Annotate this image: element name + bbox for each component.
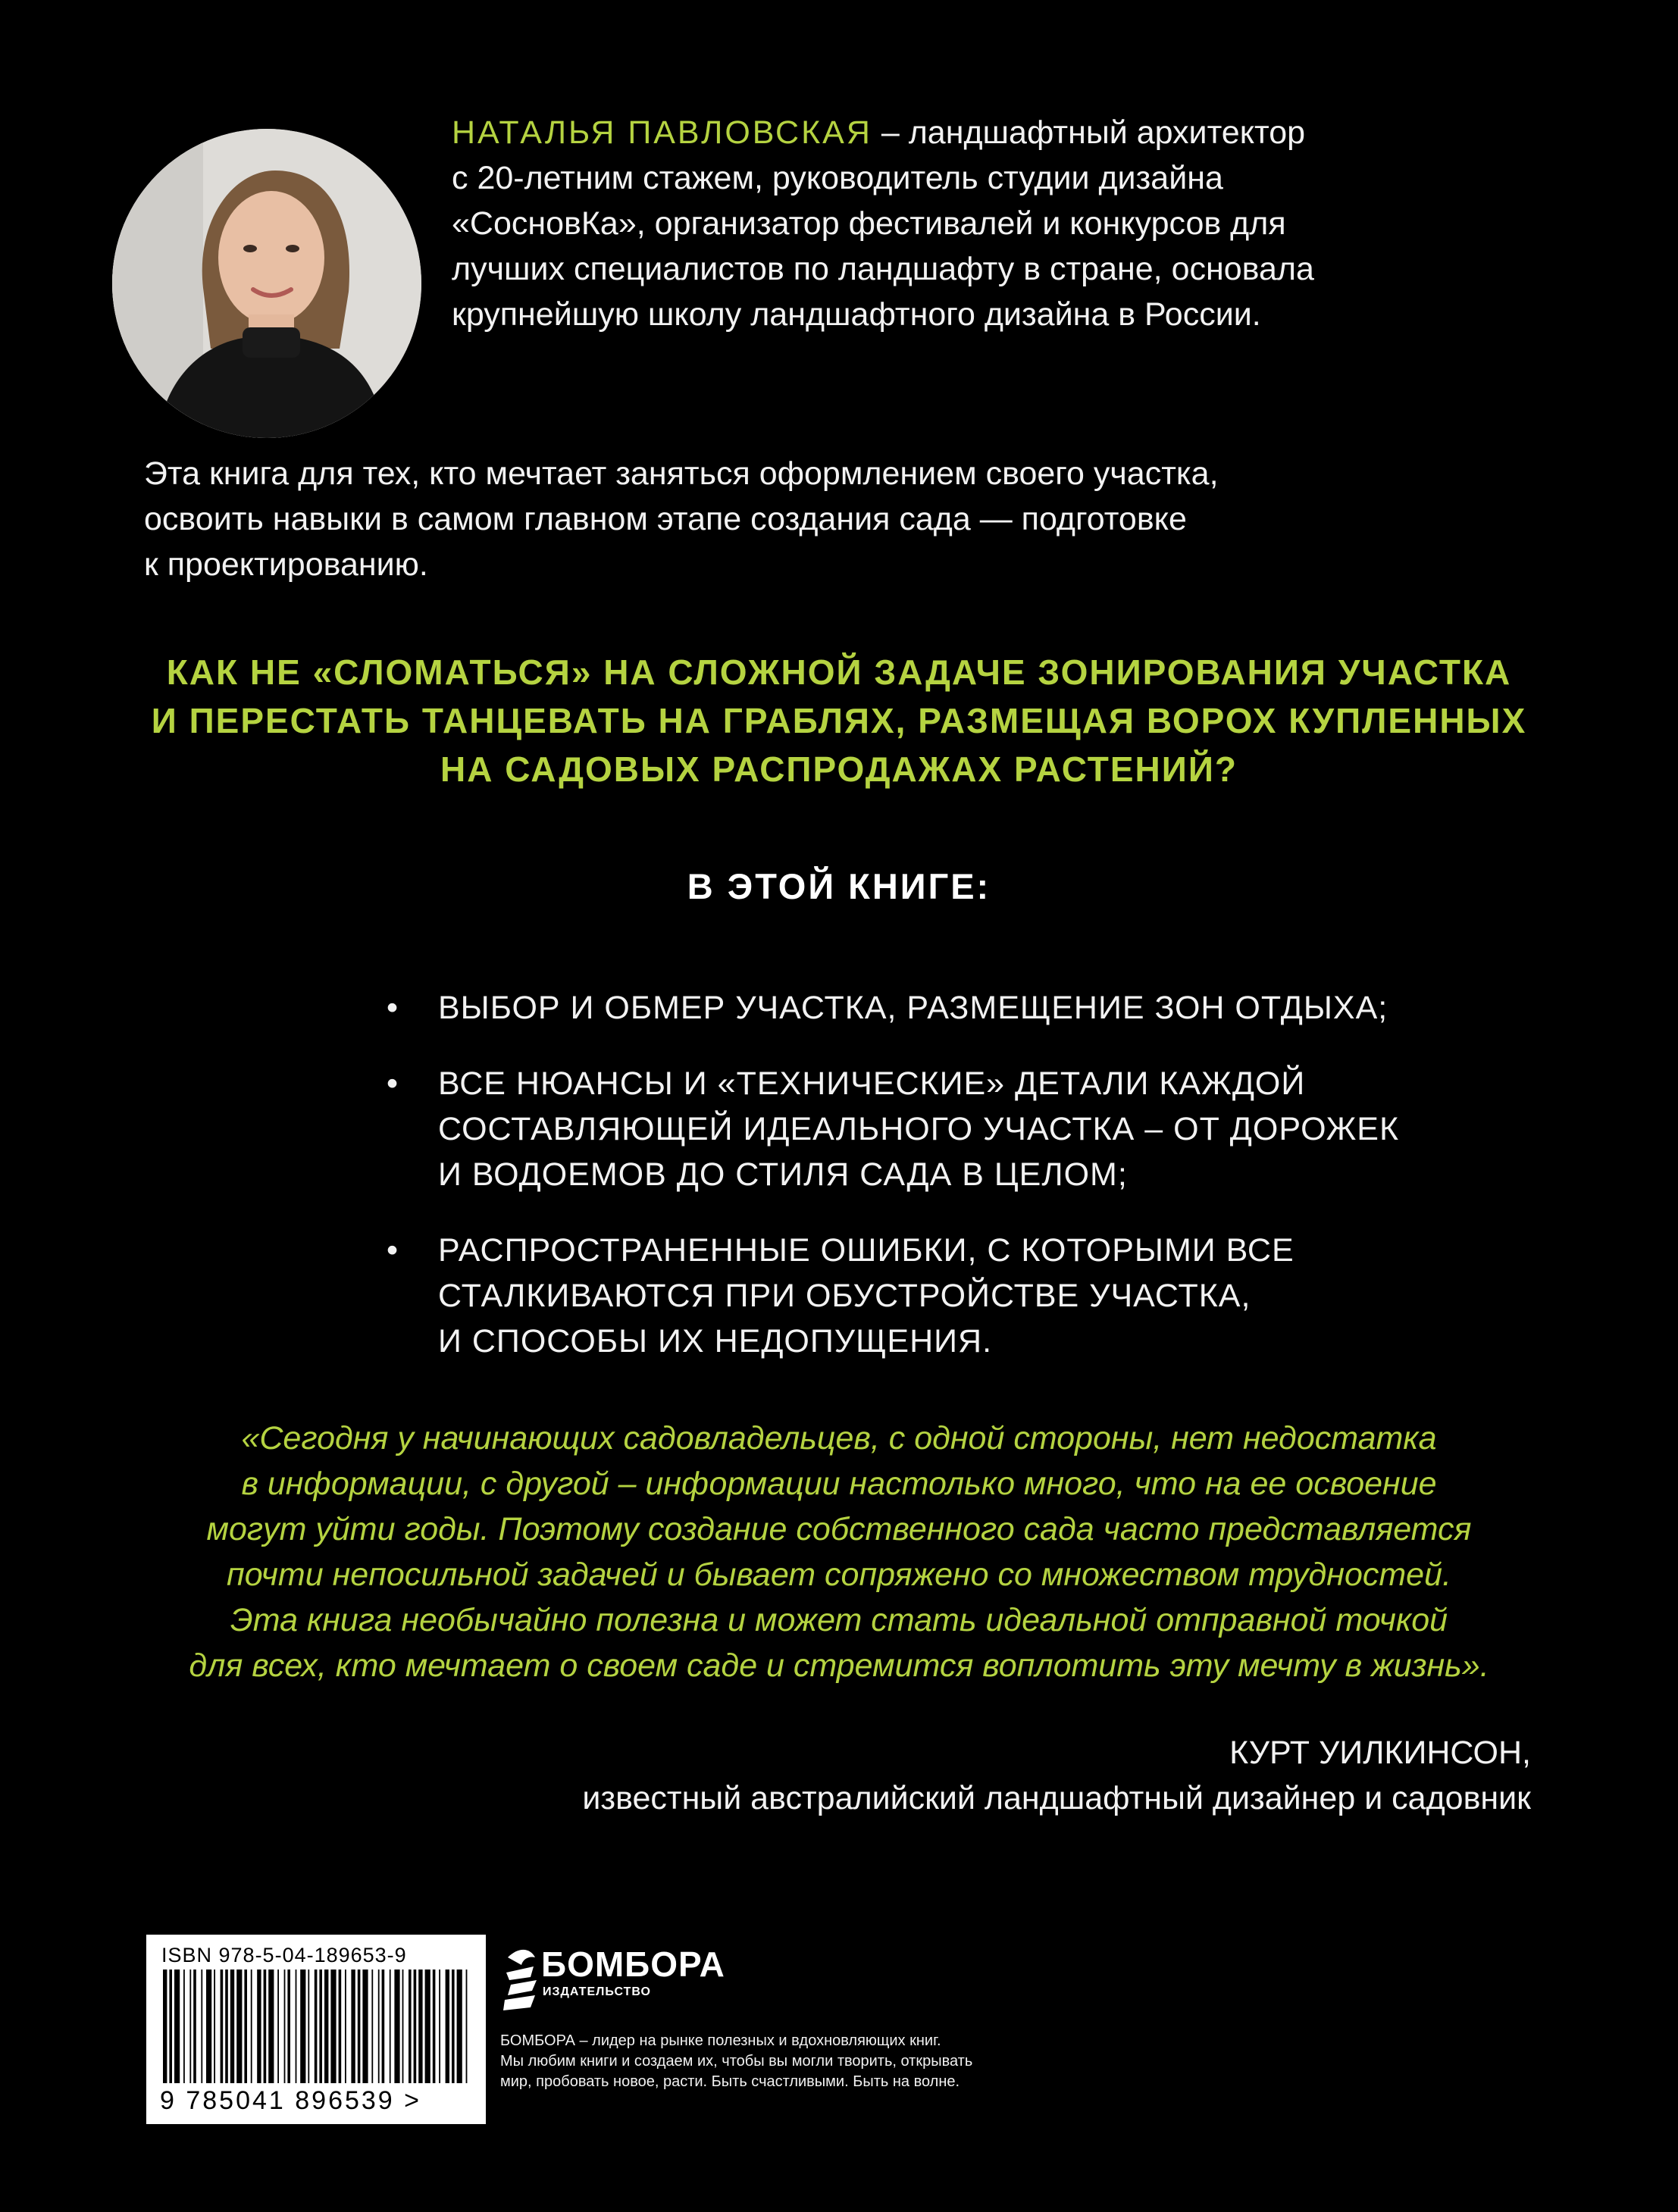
quote-line: почти непосильной задачей и бывает сопряжено со множеством трудностей. <box>227 1557 1451 1593</box>
author-bio <box>452 110 1573 337</box>
barcode-bars <box>160 1970 472 2083</box>
intro-line: освоить навыки в самом главном этапе создания сада — подготовке <box>144 501 1187 537</box>
barcode-bar <box>433 1970 436 2083</box>
publisher-name: БОМБОРА <box>541 1944 725 1984</box>
barcode-bar <box>244 1970 247 2083</box>
barcode-bar <box>439 1970 440 2083</box>
bullet-icon: • <box>386 1065 399 1102</box>
barcode-bar <box>371 1970 373 2083</box>
barcode-bar <box>319 1970 322 2083</box>
barcode-bar <box>225 1970 228 2083</box>
attribution-name: КУРТ УИЛКИНСОН, <box>1229 1735 1531 1771</box>
publisher-desc-line: мир, пробовать новое, расти. Быть счастливыми. Быть на волне. <box>500 2073 960 2090</box>
barcode-bar <box>390 1970 391 2083</box>
barcode-bar <box>466 1970 468 2083</box>
barcode-bar <box>169 1970 172 2083</box>
barcode-bar <box>402 1970 404 2083</box>
headline-line: НА САДОВЫХ РАСПРОДАЖАХ РАСТЕНИЙ? <box>440 749 1238 789</box>
quote-attribution <box>243 1730 1531 1821</box>
barcode-bar <box>418 1970 422 2083</box>
headline <box>76 648 1602 793</box>
barcode-bar <box>163 1970 167 2083</box>
feature-item <box>370 985 1598 1031</box>
barcode-bar <box>277 1970 279 2083</box>
barcode-bar <box>345 1970 346 2083</box>
barcode-bar <box>251 1970 252 2083</box>
intro-paragraph <box>144 451 1432 587</box>
barcode-bar <box>382 1970 385 2083</box>
author-bio-line: «СосновКа», организатор фестивалей и конкурсов для <box>452 205 1286 242</box>
quote-line: в информации, с другой – информации настолько много, что на ее освоение <box>241 1466 1437 1502</box>
headline-line: КАК НЕ «СЛОМАТЬСЯ» НА СЛОЖНОЙ ЗАДАЧЕ ЗОНИРОВАНИЯ УЧАСТКА <box>166 652 1512 692</box>
barcode-bar <box>264 1970 267 2083</box>
bullet-icon: • <box>386 990 399 1026</box>
barcode-bar <box>214 1970 215 2083</box>
bullet-icon: • <box>386 1232 399 1269</box>
feature-item <box>370 1228 1598 1364</box>
author-dash: – <box>872 114 909 151</box>
feature-line: СТАЛКИВАЮТСЯ ПРИ ОБУСТРОЙСТВЕ УЧАСТКА, <box>438 1278 1251 1314</box>
quote-line: для всех, кто мечтает о своем саде и стремится воплотить эту мечту в жизнь». <box>189 1647 1489 1684</box>
barcode <box>146 1935 486 2124</box>
barcode-bar <box>330 1970 336 2083</box>
barcode-bar <box>189 1970 191 2083</box>
author-bio-line: с 20-летним стажем, руководитель студии дизайна <box>452 160 1223 196</box>
feature-item <box>370 1061 1598 1197</box>
isbn-label: ISBN 978-5-04-189653-9 <box>161 1944 407 1966</box>
author-photo-illustration <box>112 129 421 438</box>
publisher-description <box>500 2031 1182 2092</box>
barcode-digits: 9 785041 896539 > <box>160 2086 422 2115</box>
barcode-bar <box>206 1970 211 2083</box>
feature-line: ВСЕ НЮАНСЫ И «ТЕХНИЧЕСКИЕ» ДЕТАЛИ КАЖДОЙ <box>438 1065 1306 1102</box>
barcode-bar <box>452 1970 455 2083</box>
author-bio-text: ландшафтный архитектор <box>908 114 1306 151</box>
attribution-role: известный австралийский ландшафтный дизайнер и садовник <box>582 1780 1531 1816</box>
barcode-bar <box>457 1970 462 2083</box>
barcode-bar <box>446 1970 449 2083</box>
feature-line: РАСПРОСТРАНЕННЫЕ ОШИБКИ, С КОТОРЫМИ ВСЕ <box>438 1232 1295 1269</box>
feature-list <box>370 985 1598 1394</box>
barcode-bar <box>351 1970 355 2083</box>
publisher-subtitle: ИЗДАТЕЛЬСТВО <box>543 1985 651 1998</box>
barcode-bar <box>193 1970 196 2083</box>
in-book-title: В ЭТОЙ КНИГЕ: <box>687 866 991 906</box>
barcode-bar <box>362 1970 368 2083</box>
barcode-bar <box>378 1970 380 2083</box>
barcode-bar <box>296 1970 297 2083</box>
barcode-bar <box>201 1970 202 2083</box>
barcode-bar <box>308 1970 309 2083</box>
author-photo <box>112 129 421 438</box>
barcode-bar <box>230 1970 234 2083</box>
author-name: НАТАЛЬЯ ПАВЛОВСКАЯ <box>452 114 872 151</box>
barcode-bar <box>394 1970 399 2083</box>
barcode-bar <box>409 1970 412 2083</box>
barcode-bar <box>315 1970 318 2083</box>
barcode-bar <box>339 1970 342 2083</box>
author-bio-line: крупнейшую школу ландшафтного дизайна в России. <box>452 296 1261 333</box>
publisher-desc-line: БОМБОРА – лидер на рынке полезных и вдохновляющих книг. <box>500 2032 941 2049</box>
barcode-bar <box>300 1970 305 2083</box>
barcode-bar <box>183 1970 185 2083</box>
quote-line: «Сегодня у начинающих садовладельцев, с одной стороны, нет недостатка <box>241 1420 1437 1456</box>
quote-line: могут уйти годы. Поэтому создание собственного сада часто представляется <box>206 1511 1472 1547</box>
feature-line: СОСТАВЛЯЮЩЕЙ ИДЕАЛЬНОГО УЧАСТКА – ОТ ДОРОЖЕК <box>438 1111 1400 1147</box>
author-bio-line: лучших специалистов по ландшафту в стране, основала <box>452 251 1314 287</box>
barcode-bar <box>287 1970 290 2083</box>
feature-line: И СПОСОБЫ ИХ НЕДОПУЩЕНИЯ. <box>438 1323 993 1359</box>
review-quote <box>106 1416 1572 1688</box>
barcode-bar <box>425 1970 430 2083</box>
publisher-desc-line: Мы любим книги и создаем их, чтобы вы могли творить, открывать <box>500 2053 973 2070</box>
barcode-bar <box>257 1970 261 2083</box>
barcode-bar <box>174 1970 180 2083</box>
intro-line: Эта книга для тех, кто мечтает заняться оформлением своего участка, <box>144 455 1219 492</box>
author-bio-line <box>452 110 1573 155</box>
barcode-bar <box>236 1970 242 2083</box>
barcode-bar <box>414 1970 417 2083</box>
feature-line: И ВОДОЕМОВ ДО СТИЛЯ САДА В ЦЕЛОМ; <box>438 1156 1128 1193</box>
barcode-bar <box>221 1970 224 2083</box>
barcode-bar <box>268 1970 274 2083</box>
intro-line: к проектированию. <box>144 546 428 583</box>
barcode-bar <box>284 1970 286 2083</box>
quote-line: Эта книга необычайно полезна и может стать идеальной отправной точкой <box>230 1602 1448 1638</box>
headline-line: И ПЕРЕСТАТЬ ТАНЦЕВАТЬ НА ГРАБЛЯХ, РАЗМЕЩАЯ ВОРОХ КУПЛЕННЫХ <box>151 701 1527 740</box>
barcode-bar <box>358 1970 361 2083</box>
feature-line: ВЫБОР И ОБМЕР УЧАСТКА, РАЗМЕЩЕНИЕ ЗОН ОТДЫХА; <box>438 990 1388 1026</box>
barcode-bar <box>324 1970 328 2083</box>
